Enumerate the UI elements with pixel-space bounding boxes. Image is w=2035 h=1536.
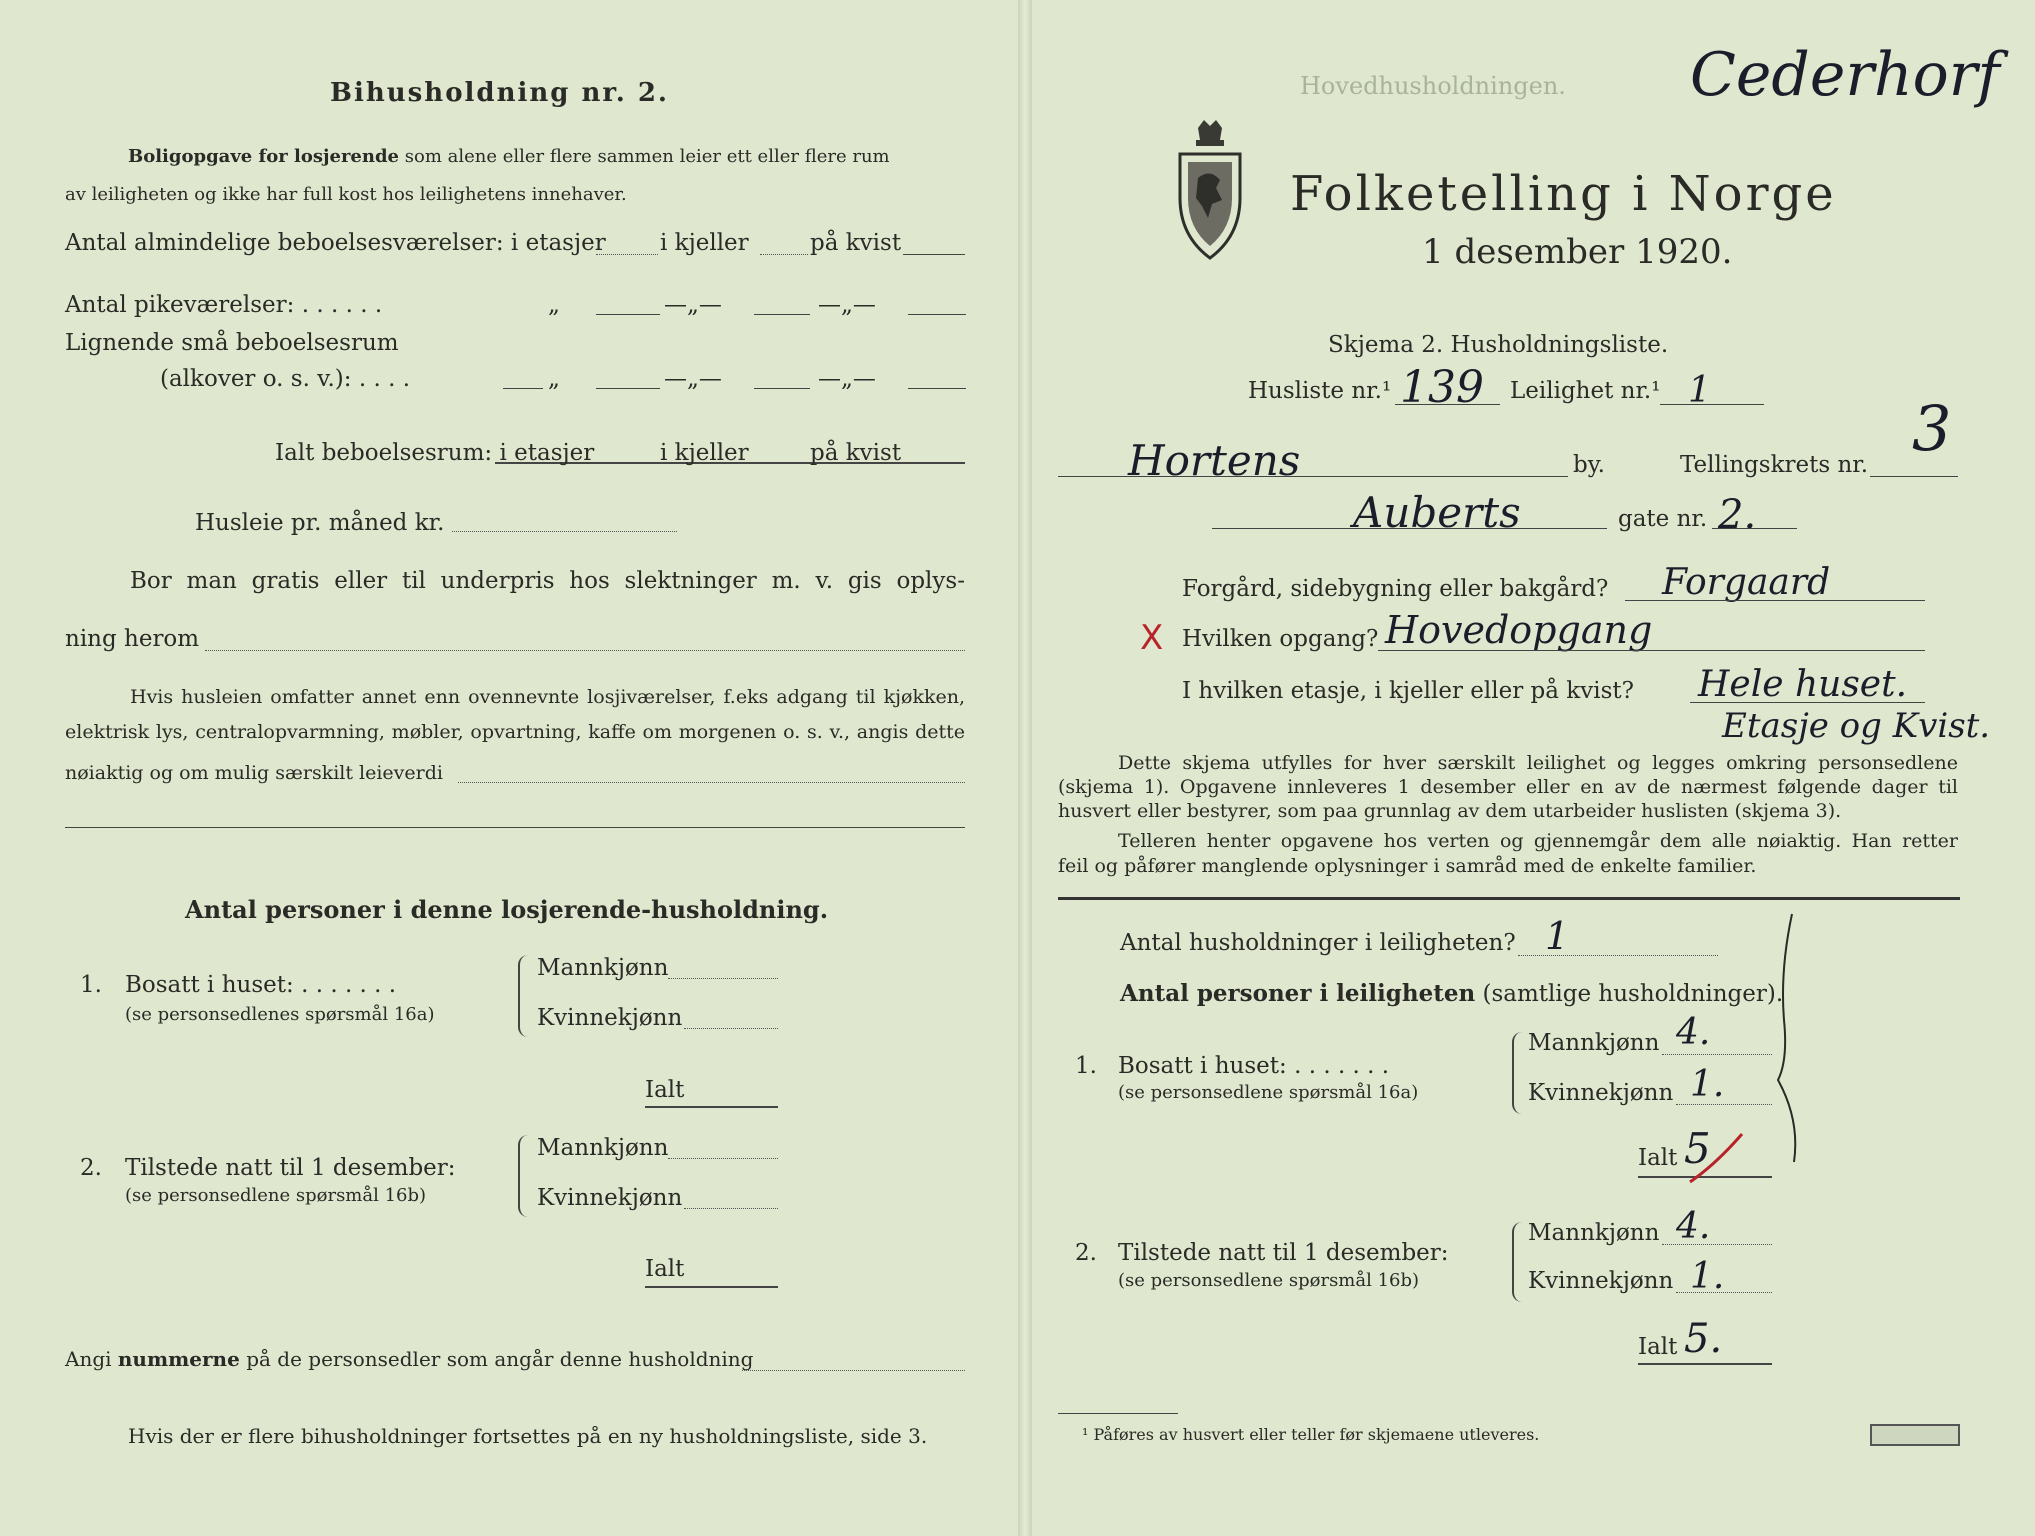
right-q1-brace: [1512, 1032, 1524, 1114]
bor-line-1: Bor man gratis eller til underpris hos slektninger m. v. gis oplys-: [130, 568, 965, 594]
right-q1-kvinne-line: [1676, 1104, 1772, 1105]
pike-line-2: [754, 314, 810, 315]
street-line: [1212, 528, 1607, 529]
right-q1-label: Bosatt i huset: . . . . . . .: [1118, 1053, 1390, 1079]
opgang-line: [1378, 650, 1925, 651]
husholdninger-line: [1518, 955, 1718, 956]
lignende-ditto-2: —„—: [664, 366, 722, 392]
husleie-line: [452, 531, 677, 532]
rooms-kjeller: i kjeller: [660, 230, 749, 256]
lignende-label-1: Lignende små beboelsesrum: [65, 330, 399, 356]
right-q1-mann: Mannkjønn: [1528, 1030, 1660, 1056]
intro-line-1: [128, 146, 890, 167]
right-antal-rest: (samtlige husholdninger).: [1482, 981, 1784, 1007]
right-q1-ialt: Ialt: [1638, 1145, 1678, 1171]
krets-line: [1870, 476, 1958, 477]
angi-pre: Angi: [65, 1347, 112, 1371]
pike-ditto-2: —„—: [664, 292, 722, 318]
hvis-line-1: Hvis husleien omfatter annet enn ovennevnte losjiværelser, f.eks adgang til kjøkken,: [130, 686, 965, 708]
rooms-kjeller-line: [760, 254, 808, 255]
dette-line-2: (skjema 1). Opgavene innleveres 1 desember eller en av de nærmest følgende dager til: [1058, 776, 1958, 798]
hvis-line: [458, 782, 965, 783]
forgard-value: Forgaard: [1662, 562, 1831, 603]
hvis-line-3: nøiaktig og om mulig særskilt leieverdi: [65, 762, 443, 784]
left-q1-kvinne: Kvinnekjønn: [537, 1005, 683, 1031]
right-q1-num: 1.: [1075, 1053, 1097, 1079]
forgard-label: Forgård, sidebygning eller bakgård?: [1182, 576, 1609, 602]
husliste-label: Husliste nr.¹: [1248, 378, 1392, 404]
hvis-line-b: [65, 827, 965, 828]
right-q2-mann-line: [1662, 1244, 1772, 1245]
opgang-mark: X: [1140, 618, 1164, 658]
leilighet-label: Leilighet nr.¹: [1510, 378, 1661, 404]
skjema-label: Skjema 2. Husholdningsliste.: [1328, 332, 1669, 358]
right-q1-ialt-value: 5: [1684, 1124, 1711, 1173]
etasje-line: [1690, 702, 1925, 703]
left-q1-kvinne-line: [684, 1028, 778, 1029]
left-q2-brace: [518, 1135, 530, 1217]
leilighet-value: 1: [1688, 370, 1711, 411]
rooms-kvist-line: [903, 254, 965, 255]
right-q1-kvinne-value: 1.: [1690, 1064, 1725, 1105]
gate-value: 2.: [1718, 492, 1757, 538]
signature: Cederhorf: [1690, 40, 2000, 110]
angi-post: på de personsedler som angår denne husholdning: [246, 1347, 754, 1371]
lignende-ditto: „: [548, 366, 560, 392]
lignende-line-0: [503, 388, 543, 389]
etasje-value-1: Hele huset.: [1698, 664, 1908, 705]
husholdninger-label: Antal husholdninger i leiligheten?: [1120, 930, 1516, 956]
rooms-kvist: på kvist: [810, 230, 902, 256]
angi-dotline: [742, 1370, 965, 1371]
footnote: ¹ Påføres av husvert eller teller før skjemaene utleveres.: [1082, 1425, 1540, 1444]
left-q2-ialt: Ialt: [645, 1256, 685, 1282]
by-label: by.: [1573, 452, 1605, 478]
lignende-line-2: [754, 388, 810, 389]
left-footer: Hvis der er flere bihusholdninger fortsettes på en ny husholdningsliste, side 3.: [128, 1424, 928, 1448]
bor-line: [205, 650, 965, 651]
intro-rest: som alene eller flere sammen leier ett eller flere rum: [404, 146, 890, 167]
opgang-label: Hvilken opgang?: [1182, 626, 1379, 652]
pike-label: Antal pikeværelser: . . . . . .: [65, 292, 383, 318]
left-antal-heading: Antal personer i denne losjerende-husholdning.: [185, 895, 829, 924]
left-q2-ialt-line: [645, 1286, 778, 1288]
left-q1-mann: Mannkjønn: [537, 955, 669, 981]
ialt-kjeller: i kjeller: [660, 440, 749, 466]
right-q1-sub: (se personsedlene spørsmål 16a): [1118, 1082, 1419, 1103]
printer-stamp: [1870, 1424, 1960, 1446]
leilighet-line: [1660, 404, 1764, 405]
right-q2-kvinne-line: [1676, 1292, 1772, 1293]
opgang-value: Hovedopgang: [1385, 608, 1653, 652]
telleren-line-1: Telleren henter opgavene hos verten og gjennemgår dem alle nøiaktig. Han retter: [1118, 830, 1958, 852]
left-q1-sub: (se personsedlenes spørsmål 16a): [125, 1004, 435, 1025]
right-q2-kvinne-value: 1.: [1690, 1256, 1725, 1297]
lignende-label-2: (alkover o. s. v.): . . . .: [160, 366, 411, 392]
angi-line: [65, 1347, 753, 1371]
page-fold: [1018, 0, 1032, 1536]
rooms-label: Antal almindelige beboelsesværelser: i etasjer: [65, 230, 606, 256]
city-line: [1058, 476, 1568, 477]
krets-value: 3: [1912, 392, 1952, 465]
right-q1-mann-line: [1662, 1054, 1772, 1055]
left-q2-kvinne-line: [684, 1208, 778, 1209]
right-title: Folketelling i Norge: [1290, 166, 1837, 222]
left-q1-mann-line: [668, 978, 778, 979]
ialt-rooms-label: Ialt beboelsesrum: i etasjer: [275, 440, 595, 466]
rooms-etasjer-line: [596, 254, 658, 255]
dette-line-1: Dette skjema utfylles for hver særskilt leilighet og legges omkring personsedlene: [1118, 752, 1958, 774]
left-title: Bihusholdning nr. 2.: [330, 78, 669, 108]
right-q1-mann-value: 4.: [1676, 1012, 1711, 1053]
hvis-line-2: elektrisk lys, centralopvarmning, møbler, opvartning, kaffe om morgenen o. s. v., angis dette: [65, 721, 965, 743]
right-q2-ialt-line: [1638, 1363, 1772, 1365]
husleie-label: Husleie pr. måned kr.: [195, 510, 445, 536]
right-antal-line: [1120, 980, 1783, 1007]
right-q2-brace: [1512, 1222, 1524, 1302]
right-q2-ialt: Ialt: [1638, 1334, 1678, 1360]
right-q2-ialt-value: 5.: [1684, 1316, 1723, 1362]
pike-line-1: [596, 314, 660, 315]
bracket-stroke-icon: [1770, 910, 1810, 1170]
angi-bold: nummerne: [117, 1347, 240, 1371]
left-q2-mann: Mannkjønn: [537, 1135, 669, 1161]
etasje-value-2: Etasje og Kvist.: [1722, 706, 1991, 746]
gate-line: [1712, 528, 1797, 529]
right-q2-label: Tilstede natt til 1 desember:: [1118, 1240, 1449, 1266]
intro-line-2: av leiligheten og ikke har full kost hos leilighetens innehaver.: [65, 184, 627, 205]
faint-header: Hovedhusholdningen.: [1300, 72, 1566, 100]
lignende-ditto-3: —„—: [818, 366, 876, 392]
red-correction-icon: [1686, 1128, 1746, 1188]
pike-ditto-3: —„—: [818, 292, 876, 318]
left-q1-num: 1.: [80, 972, 102, 998]
husliste-line: [1395, 404, 1500, 405]
coat-of-arms-icon: [1170, 118, 1250, 264]
right-q2-mann: Mannkjønn: [1528, 1220, 1660, 1246]
right-q2-num: 2.: [1075, 1240, 1097, 1266]
right-antal-bold: Antal personer i leiligheten: [1120, 980, 1476, 1007]
telleren-line-2: feil og påfører manglende oplysninger i samråd med de enkelte familier.: [1058, 855, 1757, 877]
right-q1-kvinne: Kvinnekjønn: [1528, 1080, 1674, 1106]
lignende-line-3: [908, 388, 966, 389]
bor-line-2: ning herom: [65, 626, 200, 652]
left-q1-ialt-line: [645, 1106, 778, 1108]
right-date: 1 desember 1920.: [1422, 232, 1733, 272]
lignende-line-1: [596, 388, 660, 389]
left-q2-label: Tilstede natt til 1 desember:: [125, 1155, 456, 1181]
left-q1-ialt: Ialt: [645, 1077, 685, 1103]
right-q2-mann-value: 4.: [1676, 1206, 1711, 1247]
husliste-value: 139: [1400, 362, 1484, 413]
footnote-rule: [1058, 1413, 1178, 1414]
krets-label: Tellingskrets nr.: [1680, 452, 1869, 478]
forgard-line: [1625, 600, 1925, 601]
etasje-label: I hvilken etasje, i kjeller eller på kvist?: [1182, 678, 1634, 704]
left-q1-brace: [518, 955, 530, 1037]
left-q2-mann-line: [668, 1158, 778, 1159]
left-q1-label: Bosatt i huset: . . . . . . .: [125, 972, 397, 998]
left-q2-num: 2.: [80, 1155, 102, 1181]
right-q2-sub: (se personsedlene spørsmål 16b): [1118, 1270, 1420, 1291]
pike-line-3: [908, 314, 966, 315]
ialt-kvist: på kvist: [810, 440, 902, 466]
left-q2-sub: (se personsedlene spørsmål 16b): [125, 1185, 427, 1206]
husholdninger-value: 1: [1545, 914, 1570, 958]
pike-ditto: „: [548, 292, 560, 318]
right-section-rule: [1058, 897, 1960, 900]
street-value: Auberts: [1353, 488, 1521, 537]
gate-label: gate nr.: [1618, 506, 1708, 532]
right-q2-kvinne: Kvinnekjønn: [1528, 1268, 1674, 1294]
left-q2-kvinne: Kvinnekjønn: [537, 1185, 683, 1211]
city-value: Hortens: [1128, 436, 1301, 485]
dette-line-3: husvert eller bestyrer, som paa grunnlag av dem utarbeider huslisten (skjema 3).: [1058, 800, 1842, 822]
intro-bold: Boligopgave for losjerende: [128, 146, 400, 167]
